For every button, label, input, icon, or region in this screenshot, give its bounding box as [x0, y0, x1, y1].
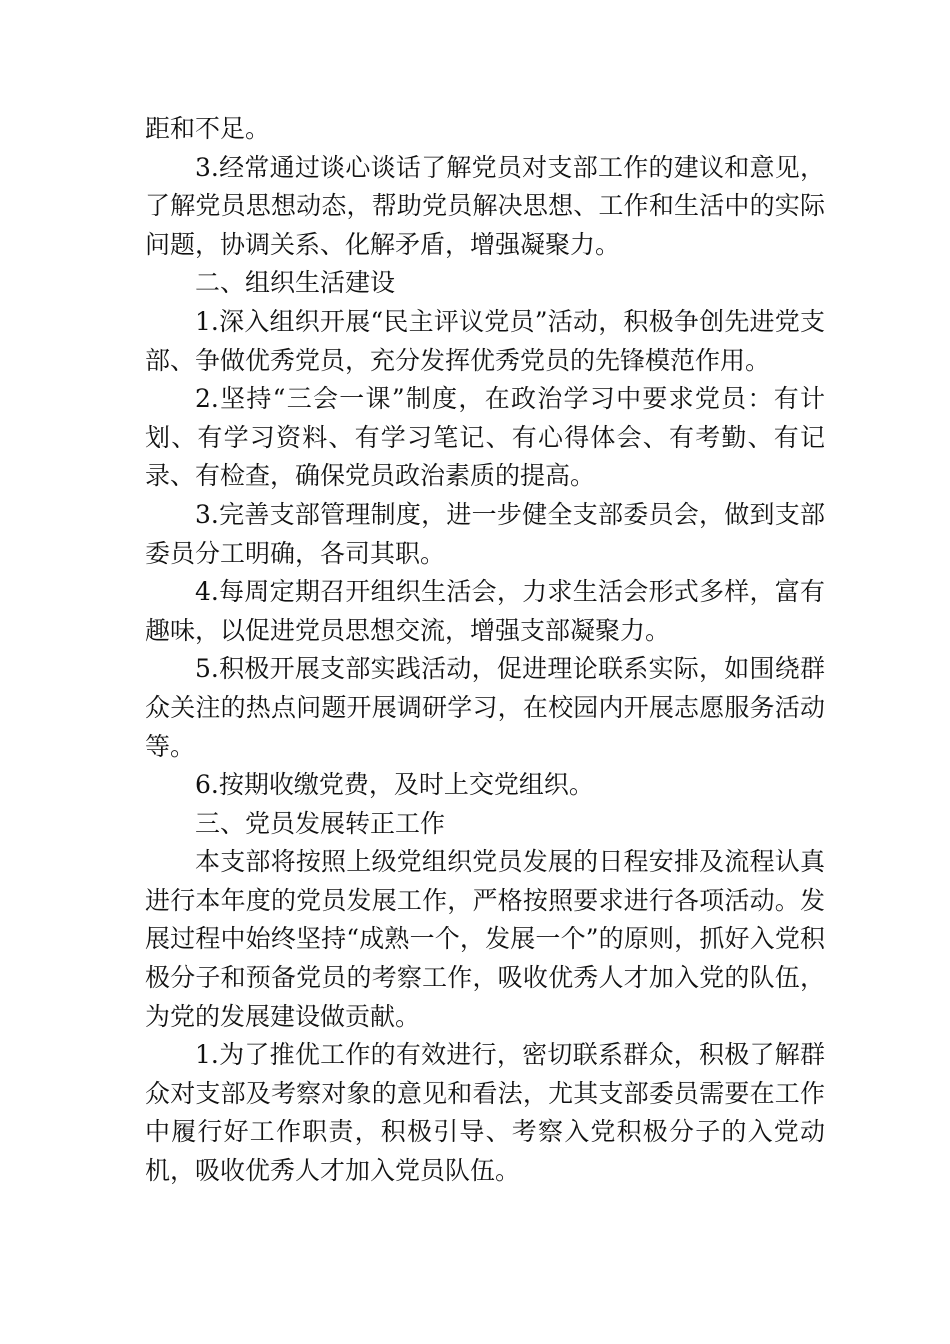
- section-heading-member-development: 三、党员发展转正工作: [195, 808, 446, 838]
- paragraph-5: 2.坚持“三会一课”制度，在政治学习中要求党员：有计划、有学习资料、有学习笔记、有心得体会、有考勤、有记录、有检查，确保党员政治素质的提高。: [145, 384, 825, 491]
- paragraph-2: 3.经常通过谈心谈话了解党员对支部工作的建议和意见，了解党员思想动态，帮助党员解决思想、工作和生活中的实际问题，协调关系、化解矛盾，增强凝聚力。: [145, 152, 825, 259]
- paragraph-7: 4.每周定期召开组织生活会，力求生活会形式多样，富有趣味，以促进党员思想交流，增强支部凝聚力。: [145, 577, 825, 645]
- paragraph-12: 1.为了推优工作的有效进行，密切联系群众，积极了解群众对支部及考察对象的意见和看法，尤其支部委员需要在工作中履行好工作职责，积极引导、考察入党积极分子的入党动机，吸收优秀人才加入党员队伍。: [145, 1040, 825, 1186]
- document-page: [145, 110, 825, 1191]
- paragraph-4: 1.深入组织开展“民主评议党员”活动，积极争创先进党支部、争做优秀党员，充分发挥优秀党员的先锋模范作用。: [145, 306, 825, 375]
- paragraph-1: 距和不足。: [145, 114, 271, 143]
- paragraph-9: 6.按期收缴党费，及时上交党组织。: [195, 770, 594, 800]
- section-heading-organization-life: 二、组织生活建设: [195, 268, 396, 298]
- paragraph-6: 3.完善支部管理制度，进一步健全支部委员会，做到支部委员分工明确，各司其职。: [145, 499, 825, 568]
- paragraph-11: 本支部将按照上级党组织党员发展的日程安排及流程认真进行本年度的党员发展工作，严格按照要求进行各项活动。发展过程中始终坚持“成熟一个，发展一个”的原则，抓好入党积极分子和预备党员的考察工作，吸收优秀人才加入党的队伍，为党的发展建设做贡献。: [145, 847, 825, 1031]
- paragraph-8: 5.积极开展支部实践活动，促进理论联系实际，如围绕群众关注的热点问题开展调研学习，在校园内开展志愿服务活动等。: [145, 654, 825, 761]
